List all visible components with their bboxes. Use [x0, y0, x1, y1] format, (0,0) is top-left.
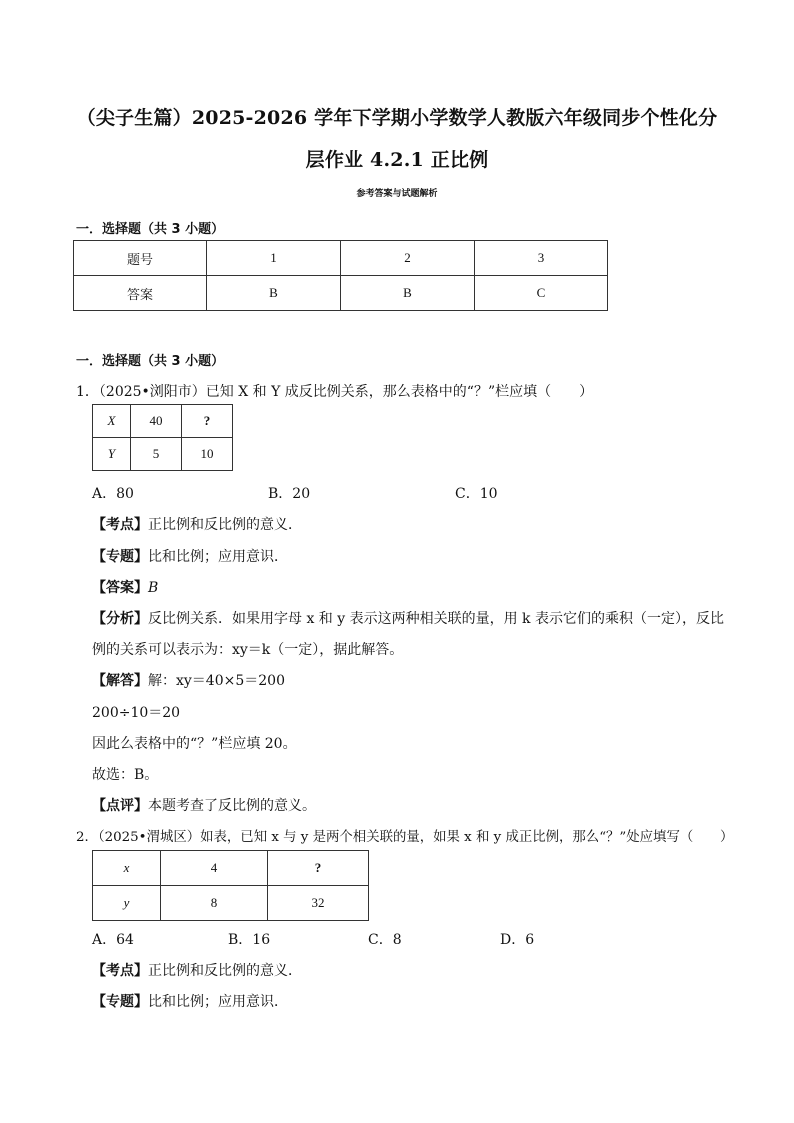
answer-table-cell: 题号	[74, 241, 207, 276]
answer-table-row-number	[74, 241, 608, 276]
q1-table-cell: ?	[182, 405, 233, 438]
q1-conclusion: 因此么表格中的“？”栏应填 20。	[92, 736, 297, 752]
q2-table-cell: 32	[268, 886, 369, 921]
q1-daan	[92, 577, 158, 597]
q1-kaodian	[92, 514, 302, 534]
q2-table-cell: y	[93, 886, 161, 921]
answer-table-cell: B	[341, 276, 475, 311]
fenxi-tag: 【分析】	[92, 611, 148, 627]
q1-calc: 200÷10＝20	[92, 705, 181, 721]
answer-table-cell: B	[207, 276, 341, 311]
q2-table-cell: ?	[268, 851, 369, 886]
kaodian-tag: 【考点】	[92, 517, 148, 533]
answer-table-cell: 2	[341, 241, 475, 276]
q1-option-a: A．80	[92, 486, 134, 502]
q1-table-cell: X	[93, 405, 131, 438]
q1-option-b: B．20	[268, 486, 311, 502]
question-1-table	[92, 404, 233, 471]
q2-option-a: A．64	[92, 932, 134, 948]
answer-table-cell: 答案	[74, 276, 207, 311]
document-subtitle: 参考答案与试题解析	[356, 189, 438, 199]
q1-table-cell: 40	[131, 405, 182, 438]
answer-section-heading: 一．选择题（共 3 小题）	[76, 222, 225, 237]
kaodian-text: 正比例和反比例的意义．	[148, 963, 302, 979]
q1-table-cell: 5	[131, 438, 182, 471]
q1-table-cell: Y	[93, 438, 131, 471]
kaodian-tag: 【考点】	[92, 963, 148, 979]
q2-table-cell: 8	[161, 886, 268, 921]
q1-table-cell: 10	[182, 438, 233, 471]
question-2-stem: 2．（2025•渭城区）如表，已知 x 与 y 是两个相关联的量，如果 x 和 y 成正比例，那么“？”处应填写（ ）	[76, 830, 734, 845]
question-2-table	[92, 850, 369, 921]
daan-text: B	[148, 580, 159, 596]
q2-table-cell: 4	[161, 851, 268, 886]
question-1-stem: 1．（2025•浏阳市）已知 X 和 Y 成反比例关系，那么表格中的“？”栏应填（ ）	[76, 384, 594, 400]
document-title-line-2: 层作业 4.2.1 正比例	[305, 149, 489, 171]
answer-table-cell: 1	[207, 241, 341, 276]
jieda-tag: 【解答】	[92, 673, 148, 689]
document-title-line-1: （尖子生篇）2025-2026 学年下学期小学数学人教版六年级同步个性化分	[76, 107, 718, 129]
zhuanti-text: 比和比例；应用意识．	[148, 549, 288, 565]
section-heading: 一．选择题（共 3 小题）	[76, 354, 225, 369]
answer-table-cell: 3	[475, 241, 608, 276]
q2-option-b: B．16	[228, 932, 271, 948]
answer-table-cell: C	[475, 276, 608, 311]
q1-zhuanti	[92, 546, 288, 566]
dianping-tag: 【点评】	[92, 798, 148, 814]
q2-zhuanti	[92, 991, 288, 1011]
answer-table	[73, 240, 608, 311]
fenxi-text: 反比例关系．如果用字母 x 和 y 表示这两种相关联的量，用 k 表示它们的乘积（一定），反比	[148, 611, 724, 627]
kaodian-text: 正比例和反比例的意义．	[148, 517, 302, 533]
zhuanti-tag: 【专题】	[92, 549, 148, 565]
zhuanti-text: 比和比例；应用意识．	[148, 994, 288, 1010]
q1-fenxi-line-2: 例的关系可以表示为：xy＝k（一定），据此解答。	[92, 642, 404, 658]
q2-table-cell: x	[93, 851, 161, 886]
q2-kaodian	[92, 960, 302, 980]
jieda-text: 解：xy＝40×5＝200	[148, 673, 285, 689]
q1-jieda	[92, 670, 285, 690]
q1-fenxi-line-1	[92, 608, 724, 628]
answer-table-row-answer	[74, 276, 608, 311]
daan-tag: 【答案】	[92, 580, 148, 596]
dianping-text: 本题考查了反比例的意义。	[148, 798, 316, 814]
q1-option-c: C．10	[455, 486, 498, 502]
q2-option-c: C．8	[368, 932, 402, 948]
q1-choice: 故选：B。	[92, 767, 159, 783]
q1-dianping	[92, 795, 316, 815]
zhuanti-tag: 【专题】	[92, 994, 148, 1010]
q2-option-d: D．6	[500, 932, 535, 948]
